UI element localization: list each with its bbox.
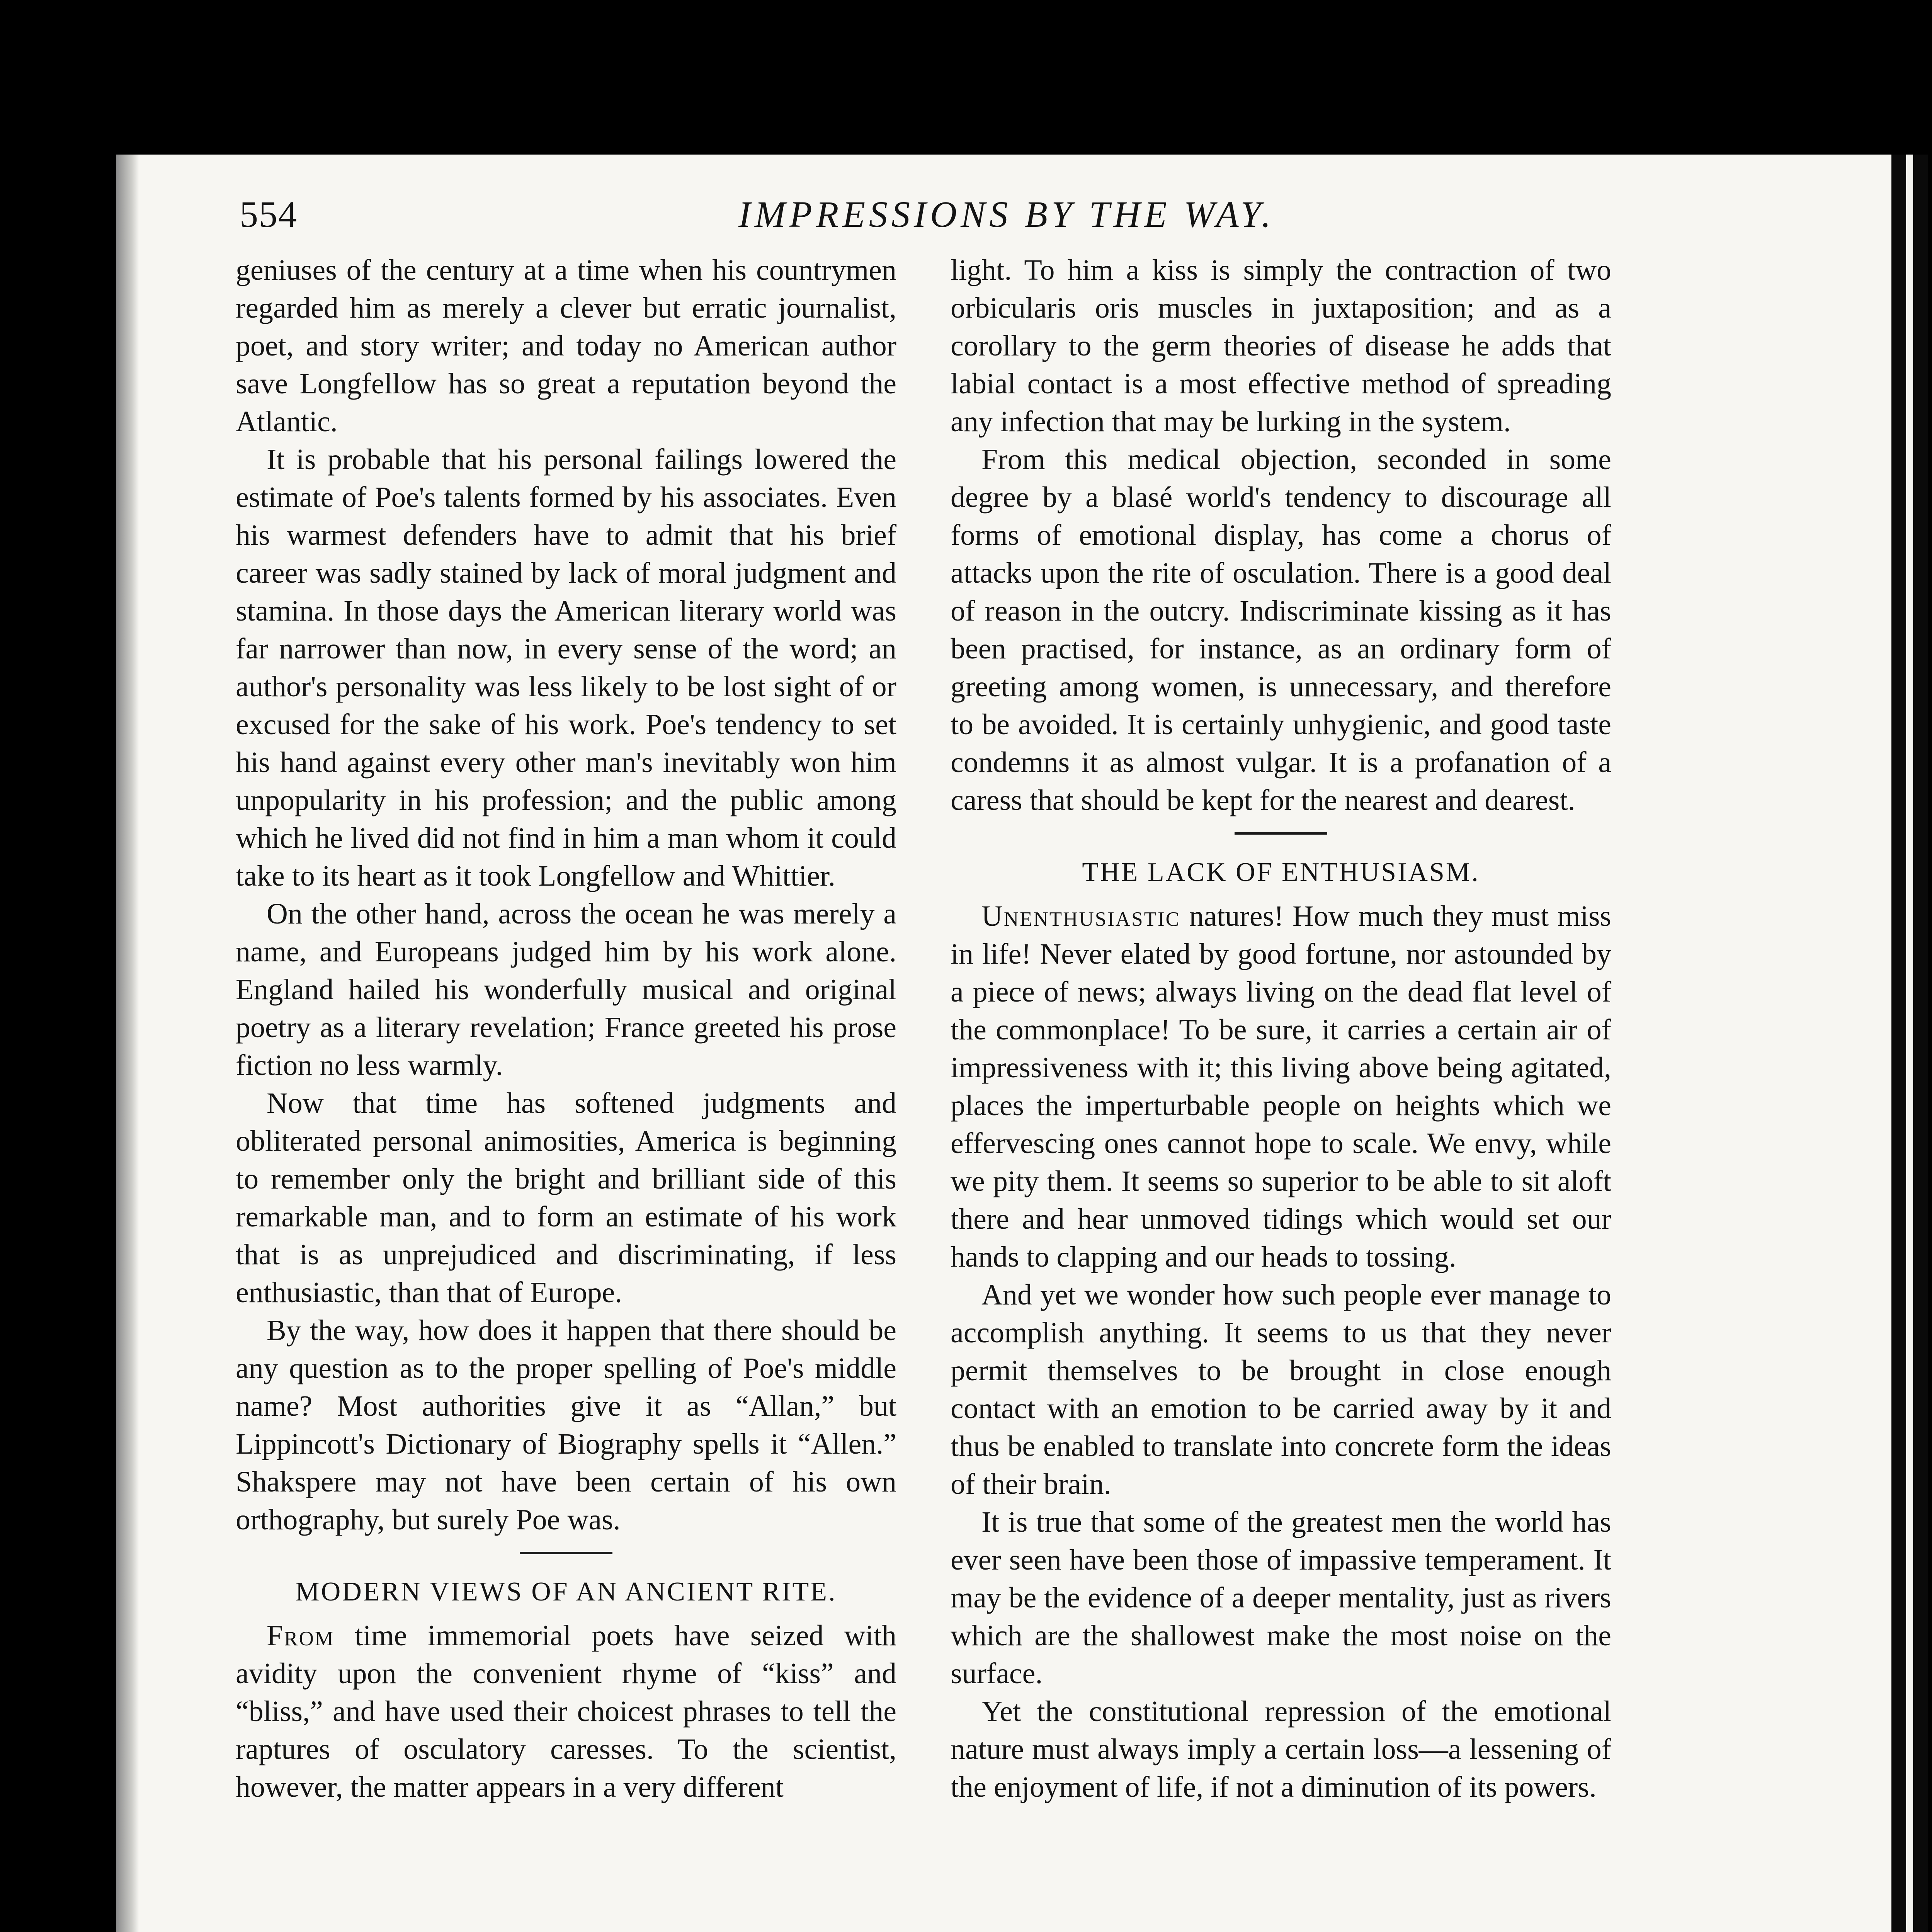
paragraph: It is true that some of the greatest men the world has ever seen have been those of impassive temperament. It may be the evidence of a deeper mentality, just as rivers which are the shallowest make the most noise on the surface.	[951, 1506, 1611, 1690]
paragraph: It is probable that his personal failings lowered the estimate of Poe's talents formed by his associates. Even his warmest defenders have to admit that his brief career was sadly stained by lack of moral judgment and stamina. In those days the American literary world was far narrower than now, in every sense of the word; an author's personality was less likely to be lost sight of or excused for the sake of his work. Poe's tendency to set his hand against every other man's inevitably won him unpopularity in his profession; and the public among which he lived did not find in him a man whom it could take to its heart as it took Longfellow and Whittier.	[236, 443, 896, 892]
paragraph	[951, 897, 1611, 1276]
paragraph	[236, 1617, 896, 1806]
right-column	[951, 251, 1611, 1806]
running-title: IMPRESSIONS BY THE WAY.	[738, 194, 1275, 235]
section-divider	[1235, 832, 1327, 835]
binding-gutter	[116, 155, 139, 1932]
adjacent-page-edge	[1891, 155, 1928, 1932]
page-number: 554	[240, 194, 298, 235]
paragraph: Now that time has softened judgments and obliterated personal animosities, America is beginning to remember only the bright and brilliant side of this remarkable man, and to form an estimate of his work that is as unprejudiced and discriminating, if less enthusiastic, than that of Europe.	[236, 1087, 896, 1309]
paragraph: From this medical objection, seconded in some degree by a blasé world's tendency to discourage all forms of emotional display, has come a chorus of attacks upon the rite of osculation. There is a good deal of reason in the outcry. Indiscriminate kissing as it has been practised, for instance, as an ordinary form of greeting among women, is unnecessary, and therefore to be avoided. It is certainly unhygienic, and good taste condemns it as almost vulgar. It is a profanation of a caress that should be kept for the nearest and dearest.	[951, 443, 1611, 816]
left-column	[236, 251, 896, 1806]
paragraph: On the other hand, across the ocean he was merely a name, and Europeans judged him by his work alone. England hailed his wonderfully musical and original poetry as a literary revelation; France greeted his prose fiction no less warmly.	[236, 898, 896, 1082]
paragraph-text: natures! How much they must miss in life! Never elated by good fortune, nor astounded by a piece of news; always living on the dead flat level of the commonplace! To be sure, it carries a certain air of impressiveness with it; this living above being agitated, places the imperturbable people on heights which we effervescing ones cannot hope to scale. We envy, while we pity them. It seems so superior to be able to sit aloft there and hear unmoved tidings which would set our hands to clapping and our heads to tossing.	[951, 900, 1611, 1273]
paragraph: light. To him a kiss is simply the contraction of two orbicularis oris muscles in juxtaposition; and as a corollary to the germ theories of disease he adds that labial contact is a most effective method of spreading any infection that may be lurking in the system.	[951, 254, 1611, 438]
section-heading: THE LACK OF ENTHUSIASM.	[1082, 857, 1480, 887]
paragraph: And yet we wonder how such people ever manage to accomplish anything. It seems to us that they never permit themselves to be brought in close enough contact with an emotion to be carried away by it and thus be enabled to translate into concrete form the ideas of their brain.	[951, 1279, 1611, 1500]
section-heading: MODERN VIEWS OF AN ANCIENT RITE.	[295, 1577, 837, 1607]
paragraph-text: time immemorial poets have seized with avidity upon the convenient rhyme of “kiss” and “bliss,” and have used their choicest phrases to tell the raptures of osculatory caresses. To the scientist, however, the matter appears in a very different	[236, 1619, 896, 1803]
paragraph: By the way, how does it happen that there should be any question as to the proper spelling of Poe's middle name? Most authorities give it as “Allan,” but Lippincott's Dictionary of Biography spells it “Allen.” Shakspere may not have been certain of his own orthography, but surely Poe was.	[236, 1314, 896, 1536]
paragraph: Yet the constitutional repression of the emotional nature must always imply a certain loss—a lessening of the enjoyment of life, if not a diminution of its powers.	[951, 1695, 1611, 1803]
lead-words: From	[267, 1619, 335, 1652]
adjacent-page-sliver	[1906, 155, 1913, 1932]
lead-words: Unenthusiastic	[981, 900, 1180, 932]
running-head	[240, 184, 1631, 245]
paragraph: geniuses of the century at a time when his countrymen regarded him as merely a clever but erratic journalist, poet, and story writer; and today no American author save Longfellow has so great a reputation beyond the Atlantic.	[236, 254, 896, 438]
section-divider	[520, 1552, 612, 1554]
